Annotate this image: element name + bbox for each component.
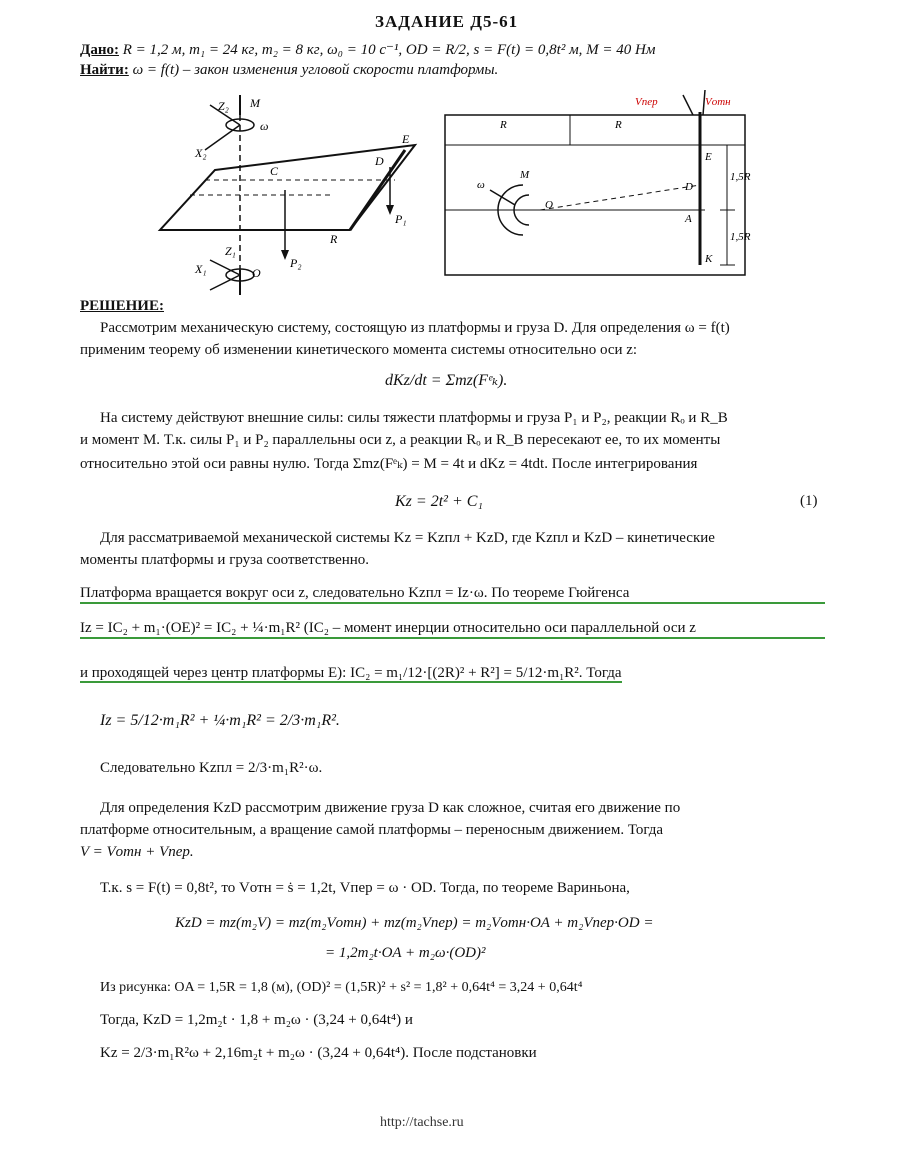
solution-p6c: V = Vотн + Vпер. <box>80 844 194 860</box>
find-label: Найти: <box>80 62 129 78</box>
solution-p4c-text: и проходящей через центр платформы E): IC₂ = m₁/12·[(2R)² + R²] = 5/12·m₁R². Тогда <box>80 665 622 681</box>
equation-4: KzD = mz(m₂V) = mz(m₂Vотн) + mz(m₂Vпер) = m₂Vотн·OA + m₂Vпер·OD = <box>175 915 654 931</box>
solution-p4b: Iz = IC₂ + m₁·(OE)² = IC₂ + ¼·m₁R² (IC₂ – момент инерции относительно оси параллельной оси z <box>80 620 825 639</box>
fig1-label-x2: X₂ <box>195 146 207 160</box>
solution-p3b: моменты платформы и груза соответственно. <box>80 552 370 568</box>
fig2-label-15r-bottom: 1,5R <box>730 231 751 243</box>
solution-p1: Рассмотрим механическую систему, состоящую из платформы и груза D. Для определения ω = f(t) <box>100 320 730 336</box>
fig1-label-d: D <box>375 154 384 168</box>
fig2-label-vper: Vпер <box>635 96 658 108</box>
solution-p4c <box>80 665 622 682</box>
solution-p9: Тогда, KzD = 1,2m₂t · 1,8 + m₂ω · (3,24 + 0,64t⁴) и <box>100 1012 413 1028</box>
given-label: Дано: <box>80 42 119 58</box>
equation-2: Kz = 2t² + C₁ <box>395 493 483 510</box>
fig1-label-e: E <box>402 132 410 146</box>
solution-p3: Для рассматриваемой механической системы Kz = Kzпл + KzD, где Kzпл и KzD – кинетические <box>100 530 715 546</box>
fig1-label-omega: ω <box>260 119 269 133</box>
fig1-label-m: M <box>250 96 260 110</box>
fig2-label-a: A <box>685 213 692 225</box>
solution-p2c: относительно этой оси равны нулю. Тогда Σmz(Fᵉₖ) = M = 4t и dKz = 4tdt. После интегрирования <box>80 456 698 472</box>
fig2-label-e: E <box>705 151 712 163</box>
equation-3: Iz = 5/12·m₁R² + ¼·m₁R² = 2/3·m₁R². <box>100 712 340 729</box>
fig1-label-x1: X₁ <box>195 262 207 276</box>
solution-p6b: платформе относительным, а вращение самой платформы – переносным движением. Тогда <box>80 822 664 838</box>
equation-2-number: (1) <box>800 493 818 509</box>
page-title: ЗАДАНИЕ Д5-61 <box>375 12 519 31</box>
fig2-label-d: D <box>685 181 693 193</box>
solution-p6: Для определения KzD рассмотрим движение груза D как сложное, считая его движение по <box>100 800 681 816</box>
equation-5: Kz = 2/3·m₁R²ω + 2,16m₂t + m₂ω · (3,24 + 0,64t⁴). После подстановки <box>100 1045 537 1061</box>
fig1-label-r: R <box>330 232 338 246</box>
solution-p2b: и момент M. Т.к. силы P₁ и P₂ параллельны оси z, а реакции Rₒ и R_B пересекают ее, то их моменты <box>80 432 721 448</box>
solution-p7: Т.к. s = F(t) = 0,8t², то Vотн = ṡ = 1,2t, Vпер = ω · OD. Тогда, по теореме Вариньона, <box>100 880 630 896</box>
find-text: ω = f(t) – закон изменения угловой скорости платформы. <box>132 62 499 78</box>
solution-p8: Из рисунка: OA = 1,5R = 1,8 (м), (OD)² = (1,5R)² + s² = 1,8² + 0,64t⁴ = 3,24 + 0,64t⁴ <box>100 980 583 995</box>
fig1-label-p1: P₁ <box>395 212 407 226</box>
fig1-label-o: O <box>252 266 261 280</box>
given-text: R = 1,2 м, m₁ = 24 кг, m₂ = 8 кг, ω₀ = 10 с⁻¹, OD = R/2, s = F(t) = 0,8t² м, M = 40 Нм <box>122 42 656 58</box>
solution-p2: На систему действуют внешние силы: силы тяжести платформы и груза P₁ и P₂, реакции Rₒ и R_B <box>100 410 728 426</box>
given-line <box>80 40 655 59</box>
solution-p4: Платформа вращается вокруг оси z, следовательно Kzпл = Iz·ω. По теореме Гюйгенса <box>80 585 825 604</box>
platform-perspective-diagram <box>150 95 430 295</box>
solution-p5: Следовательно Kzпл = 2/3·m₁R²·ω. <box>100 760 323 776</box>
equation-1: dKz/dt = Σmz(Fᵉₖ). <box>385 372 508 389</box>
fig1-label-c: C <box>270 164 279 178</box>
fig2-label-omega: ω <box>477 179 485 191</box>
fig1-label-z2: Z₂ <box>218 99 229 113</box>
fig2-label-r-right: R <box>615 119 622 131</box>
solution-header: РЕШЕНИЕ: <box>80 298 164 314</box>
fig2-label-k: K <box>705 253 713 265</box>
fig2-label-votn: Vотн <box>705 96 731 108</box>
solution-p1b: применим теорему об изменении кинетического момента системы относительно оси z: <box>80 342 638 358</box>
fig2-label-m: M <box>520 169 530 181</box>
equation-4b: = 1,2m₂t·OA + m₂ω·(OD)² <box>325 945 486 961</box>
find-line <box>80 62 498 79</box>
fig1-label-p2: P₂ <box>290 256 302 270</box>
platform-top-view-diagram <box>435 90 755 290</box>
fig1-label-z1: Z₁ <box>225 244 236 258</box>
fig2-label-o: O <box>545 199 553 211</box>
fig2-label-15r-top: 1,5R <box>730 171 751 183</box>
footer-url[interactable]: http://tachse.ru <box>380 1115 464 1130</box>
fig2-label-r-left: R <box>500 119 507 131</box>
